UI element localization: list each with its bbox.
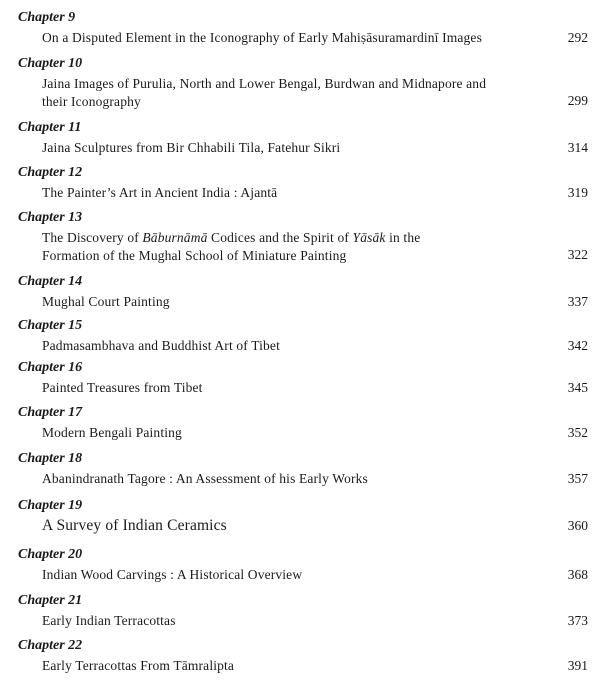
title-segment: Bāburnāmā [142, 230, 208, 245]
title-segment: Codices and the Spirit of [207, 230, 353, 245]
chapter-label: Chapter 13 [18, 210, 83, 225]
chapter-title [42, 470, 532, 488]
title-segment: Early Indian Terracottas [42, 613, 176, 628]
page-number: 357 [567, 471, 588, 486]
chapter-title [42, 517, 532, 535]
page-number: 314 [567, 140, 588, 155]
title-segment: The Discovery of [42, 230, 143, 245]
title-segment: The Painter’s Art in Ancient India : Ajantā [42, 185, 278, 200]
title-segment: Early Terracottas From Tāmralipta [42, 658, 235, 673]
title-segment: Indian Wood Carvings : A Historical Overview [42, 567, 303, 582]
title-segment: Painted Treasures from Tibet [42, 380, 203, 395]
chapter-label: Chapter 21 [18, 593, 83, 608]
chapter-label: Chapter 17 [18, 405, 83, 420]
page-number: 337 [567, 294, 588, 309]
chapter-title [42, 657, 532, 675]
chapter-title [42, 75, 502, 111]
page-number: 373 [567, 613, 588, 628]
chapter-title [42, 424, 532, 442]
chapter-label: Chapter 16 [18, 360, 83, 375]
chapter-title [42, 293, 532, 311]
title-segment: Modern Bengali Painting [42, 425, 182, 440]
chapter-label: Chapter 14 [18, 274, 83, 289]
page-number: 345 [567, 380, 588, 395]
chapter-label: Chapter 11 [18, 120, 82, 135]
title-segment: Yāsāk [352, 230, 386, 245]
page-number: 292 [567, 30, 588, 45]
chapter-title [42, 379, 532, 397]
title-segment: Padmasambhava and Buddhist Art of Tibet [42, 338, 280, 353]
chapter-label: Chapter 22 [18, 638, 83, 653]
title-segment: A Survey of Indian Ceramics [42, 517, 227, 534]
chapter-label: Chapter 18 [18, 451, 83, 466]
chapter-label: Chapter 10 [18, 56, 83, 71]
chapter-title [42, 139, 532, 157]
title-segment: On a Disputed Element in the Iconography of Early Mahiṣāsuramardinī Images [42, 30, 482, 45]
page-number: 322 [567, 247, 588, 262]
chapter-title [42, 184, 532, 202]
chapter-title [42, 337, 532, 355]
page-number: 360 [567, 518, 588, 533]
page-number: 319 [567, 185, 588, 200]
chapter-label: Chapter 12 [18, 165, 83, 180]
title-segment: in the Formation of the Mughal School of Miniature Painting [42, 230, 421, 263]
page-number: 368 [567, 567, 588, 582]
page-number: 299 [567, 93, 588, 108]
page-number: 391 [567, 658, 588, 673]
title-segment: Jaina Sculptures from Bir Chhabili Tila, Fatehur Sikri [42, 140, 341, 155]
title-segment: Jaina Images of Purulia, North and Lower Bengal, Burdwan and Midnapore and their Iconography [42, 76, 487, 109]
page-number: 352 [567, 425, 588, 440]
chapter-title [42, 566, 532, 584]
title-segment: Abanindranath Tagore : An Assessment of his Early Works [42, 471, 368, 486]
chapter-title [42, 229, 462, 265]
title-segment: Mughal Court Painting [42, 294, 170, 309]
chapter-title [42, 612, 532, 630]
chapter-title [42, 29, 532, 47]
chapter-label: Chapter 20 [18, 547, 83, 562]
page-number: 342 [567, 338, 588, 353]
chapter-label: Chapter 9 [18, 10, 76, 25]
chapter-label: Chapter 15 [18, 318, 83, 333]
chapter-label: Chapter 19 [18, 498, 83, 513]
